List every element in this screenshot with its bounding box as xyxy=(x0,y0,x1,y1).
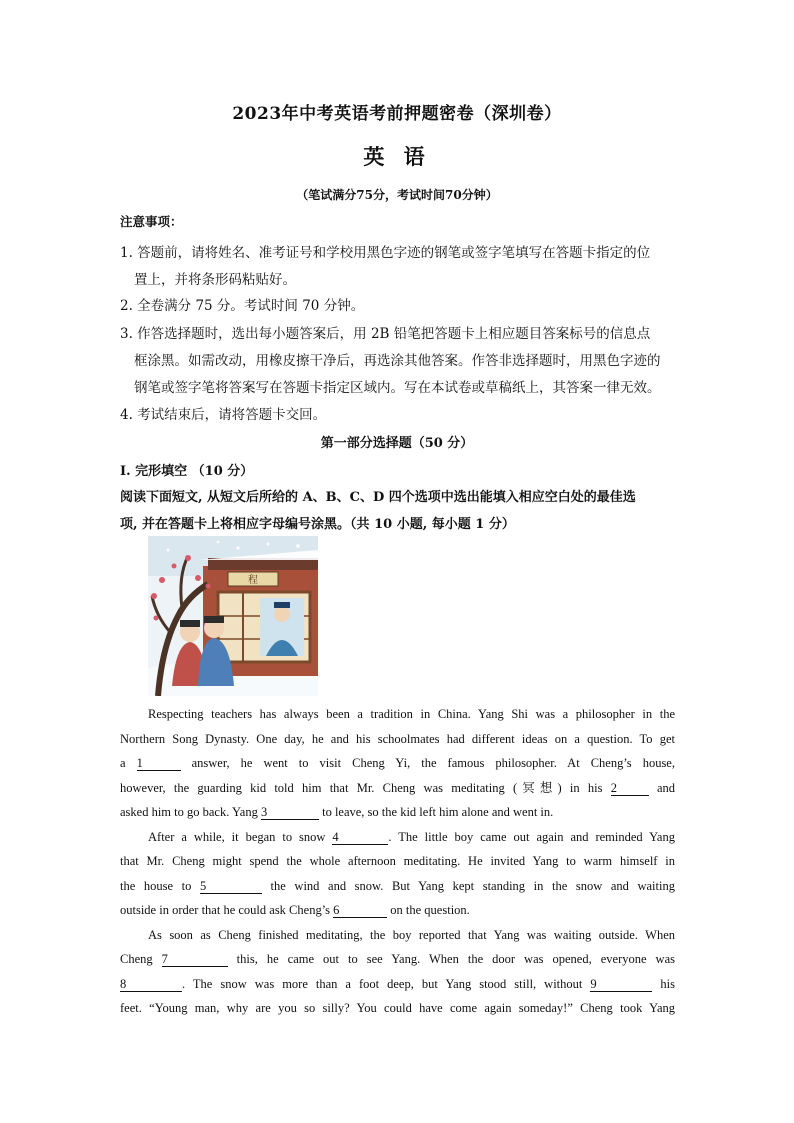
passage-text: Cheng xyxy=(120,952,162,966)
passage-line: that Mr. Cheng might spend the whole afternoon meditating. He invited Yang to warm himself in xyxy=(120,854,675,868)
passage-text: asked him to go back. Yang xyxy=(120,805,261,819)
part-title: I. 完形填空 （10 分） xyxy=(120,464,254,479)
passage-text: . The snow was more than a foot deep, but Yang stood still, without xyxy=(182,976,591,991)
passage-line xyxy=(120,975,675,993)
note-item-4: 4. 考试结束后，请将答题卡交回。 xyxy=(120,407,327,423)
blank-9: 9 xyxy=(590,977,652,992)
blank-4: 4 xyxy=(332,830,388,845)
passage-text: the house to xyxy=(120,878,200,893)
passage-line xyxy=(120,877,675,895)
passage-text: on the question. xyxy=(387,903,470,917)
subject-title: 英 语 xyxy=(363,144,431,169)
blank-6: 6 xyxy=(333,903,387,918)
passage-text: a xyxy=(120,756,137,770)
passage-text: outside in order that he could ask Cheng’s xyxy=(120,903,334,917)
passage-text: his xyxy=(652,976,675,991)
blank-8: 8 xyxy=(120,977,182,992)
passage-line: feet. “Young man, why are you so silly? You could have come again someday!” Cheng took Yang xyxy=(120,1001,675,1015)
passage-text: answer, he went to visit Cheng Yi, the famous philosopher. At Cheng’s house, xyxy=(180,756,675,770)
note-item-1: 1. 答题前，请将姓名、准考证号和学校用黑色字迹的钢笔或签字笔填写在答题卡指定的位 xyxy=(120,245,651,261)
passage-text: to leave, so the kid left him alone and went in. xyxy=(318,805,554,819)
passage-text: and xyxy=(648,780,675,795)
passage-line: Northern Song Dynasty. One day, he and his schoolmates had different ideas on a question. To get xyxy=(120,731,675,746)
passage-line xyxy=(120,803,675,821)
passage-line xyxy=(120,950,675,968)
instruction-line-1: 阅读下面短文, 从短文后所给的 A、B、C、D 四个选项中选出能填入相应空白处的最佳选 xyxy=(120,490,636,505)
blank-1: 1 xyxy=(137,756,181,771)
exam-info: （笔试满分75分，考试时间70分钟） xyxy=(296,188,498,202)
sign-text: 程 xyxy=(248,575,258,586)
passage-line xyxy=(120,901,675,919)
passage-text: the wind and snow. But Yang kept standing in the snow and waiting xyxy=(261,878,675,893)
passage-text: however, the guarding kid told him that Mr. Cheng was meditating (冥想) in his xyxy=(120,780,611,795)
note-item-3-cont-1: 框涂黑。如需改动，用橡皮擦干净后，再选涂其他答案。作答非选择题时，用黑色字迹的 xyxy=(134,353,661,369)
blank-2: 2 xyxy=(611,781,649,796)
note-item-1-cont: 置上，并将条形码粘贴好。 xyxy=(134,272,296,288)
note-item-3-cont-2: 钢笔或签字笔将答案写在答题卡指定区域内。写在本试卷或草稿纸上，其答案一律无效。 xyxy=(134,380,661,396)
passage-line: As soon as Cheng finished meditating, the boy reported that Yang was waiting outside. When xyxy=(148,927,675,942)
passage-line xyxy=(120,779,675,797)
exam-title: 2023年中考英语考前押题密卷（深圳卷） xyxy=(232,104,562,124)
passage-line xyxy=(120,754,675,772)
section-title: 第一部分选择题（50 分） xyxy=(320,436,474,451)
notes-heading: 注意事项： xyxy=(120,214,183,229)
blank-7: 7 xyxy=(162,952,228,967)
blank-3: 3 xyxy=(261,805,319,820)
passage-line xyxy=(120,828,675,846)
passage-line: Respecting teachers has always been a tradition in China. Yang Shi was a philosopher in the xyxy=(148,707,675,721)
passage-text: . The little boy came out again and reminded Yang xyxy=(388,829,675,844)
passage-text: After a while, it began to snow xyxy=(148,829,333,844)
note-item-3: 3. 作答选择题时，选出每小题答案后，用 2B 铅笔把答题卡上相应题目答案标号的信息点 xyxy=(120,326,651,342)
blank-5: 5 xyxy=(200,879,262,894)
story-illustration xyxy=(148,536,318,696)
instruction-line-2: 项, 并在答题卡上将相应字母编号涂黑。（共 10 小题, 每小题 1 分） xyxy=(120,517,515,532)
passage-text: this, he came out to see Yang. When the door was opened, everyone was xyxy=(227,952,675,966)
note-item-2: 2. 全卷满分 75 分。考试时间 70 分钟。 xyxy=(120,298,365,314)
